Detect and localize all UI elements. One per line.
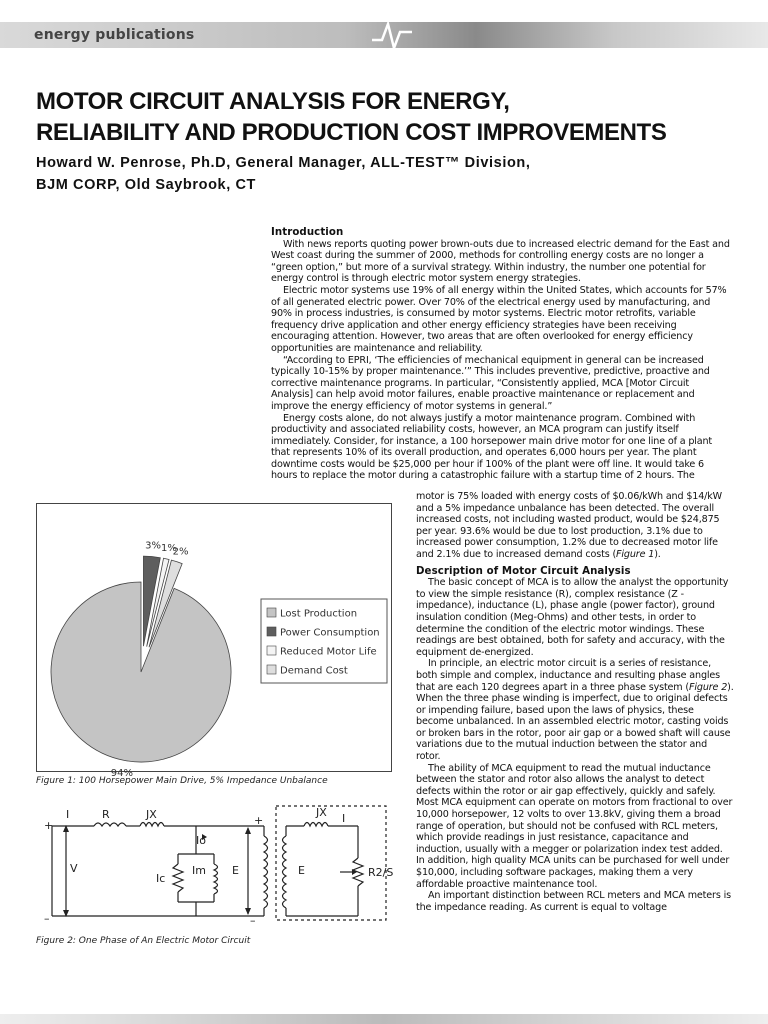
legend-swatch-reduced-motor-life	[267, 646, 276, 655]
minus-mid-label: –	[250, 914, 256, 927]
r2s-label: R2/S	[368, 866, 394, 879]
secondary-winding	[283, 836, 287, 908]
primary-winding	[264, 836, 268, 908]
plus-left-label: +	[44, 819, 54, 832]
legend-swatch-power-consumption	[267, 627, 276, 636]
pie-label-lost-production: 94%	[110, 768, 134, 780]
figure1-caption: Figure 1: 100 Horsepower Main Drive, 5% Impedance Unbalance	[36, 776, 328, 786]
intro-paragraph-3: “According to EPRI, ‘The efficiencies of mechanical equipment in general can be increased typically 10-15% by proper maintenance.’” This includes preventive, predictive, proactive and corrective maintenance programs. In particular, “Consistently applied, MCA [Motor Circuit Analysis] can help avoid motor failures, enable proactive maintenance or replacement and improve the energy efficiency of motor systems in general.”	[271, 354, 710, 412]
description-p2-end: ). When the three phase winding is imperfect, due to original defects or impending failure, based upon the laws of physics, these become unbalanced. In an assembled electric motor, casting voids or broken bars in the rotor, poor air gap or a bowed shaft will cause variations due to the mutual induction between the stator and rotor.	[416, 681, 734, 763]
description-paragraph-3: The ability of MCA equipment to read the mutual inductance between the stator and rotor also allows the analyst to detect defects within the rotor or air gap effectively, quickly and safely. Most MCA equipment can operate on motors from fractional to over 10,000 horsepower, 12 volts to over 13.8kV, giving them a broad range of operation, but should not be confused with RCL meters, which provide readings in just resistance, capacitance and induction, usually with a megger or polarization index test added. In addition, high quality MCA units can be purchased for well under $10,000, including software packages, making them a very affordable proactive maintenance tool.	[416, 762, 733, 890]
io-label: Io	[196, 834, 206, 847]
figure2-caption: Figure 2: One Phase of An Electric Motor Circuit	[36, 936, 251, 946]
inductor-im	[214, 864, 218, 894]
pie-label-reduced-motor-life: 1%	[160, 543, 177, 555]
voltage-v-label: V	[70, 862, 78, 875]
current-i-right-label: I	[342, 812, 346, 825]
intro-heading: Introduction	[271, 227, 344, 238]
description-heading: Description of Motor Circuit Analysis	[416, 565, 631, 577]
figure1-reference: Figure 1	[616, 548, 655, 560]
e-left-label: E	[232, 864, 239, 877]
pie-label-power-consumption: 3%	[145, 540, 161, 552]
ic-label: Ic	[156, 872, 166, 885]
legend-label-power-consumption: Power Consumption	[280, 627, 380, 639]
wave-logo-icon	[372, 18, 412, 52]
resistor-r	[94, 823, 126, 826]
intro-paragraph-1: With news reports quoting power brown-outs due to increased electric demand for the East and West coast during the summer of 2000, methods for controlling energy costs are no longer a “green option,” but more of a survival strategy. Within industry, the number one potential for energy control is through electric motor system energy strategies.	[271, 238, 730, 285]
inductor-jx-left	[140, 823, 164, 827]
e-arrow-head-top	[245, 827, 251, 834]
description-paragraph-1: The basic concept of MCA is to allow the analyst the opportunity to view the simple resistance (R), complex resistance (Z - impedance), inductance (L), phase angle (power factor), ground insulation condition (Meg-Ohms) and other tests, in order to determine the condition of the electric motor windings. These readings are best obtained, both for safety and accuracy, with the equipment de-energized.	[416, 577, 729, 658]
continuation-end: ).	[654, 548, 661, 560]
legend-label-reduced-motor-life: Reduced Motor Life	[280, 646, 377, 658]
rotor-dashed-box	[276, 806, 386, 920]
continuation-text: motor is 75% loaded with energy costs of $0.06/kWh and $14/kW and a 5% impedance unbalance has been detected. The overall increased costs, not including wasted product, would be $24,875 per year. 93.6% would be due to lost production, 3.1% due to increased power consumption, 1.2% due to decreased motor life and 2.1% due to increased demand costs (	[416, 491, 723, 560]
legend-swatch-demand-cost	[267, 665, 276, 674]
legend-label-lost-production: Lost Production	[280, 608, 358, 620]
author-line-2: BJM CORP, Old Saybrook, CT	[36, 177, 256, 193]
figure2-reference: Figure 2	[689, 681, 728, 693]
description-paragraph-4: An important distinction between RCL meters and MCA meters is the impedance reading. As current is equal to voltage	[416, 890, 731, 913]
pie-label-demand-cost: 2%	[172, 546, 189, 558]
jx-right-label: JX	[316, 806, 327, 819]
intro-paragraph-4: Energy costs alone, do not always justify a motor maintenance program. Combined with productivity and associated reliability costs, however, an MCA program can justify itself immediately. Consider, for instance, a 100 horsepower main drive motor for one line of a plant that represents 10% of its overall production, and operates 6,000 hours per year. The plant downtime costs would be $25,000 per hour if 100% of the plant were off line. It would take 6 hours to replace the motor during a catastrophic failure with a startup time of 2 hours. The	[271, 412, 713, 482]
author-block	[36, 152, 736, 196]
figure2-circuit-diagram	[36, 798, 408, 928]
figure1-chart	[36, 503, 392, 780]
title-line-1: MOTOR CIRCUIT ANALYSIS FOR ENERGY,	[36, 88, 510, 115]
resistor-r-label: R	[102, 808, 110, 821]
right-column	[416, 491, 734, 913]
legend-swatch-lost-production	[267, 608, 276, 617]
publication-name: energy publications	[34, 27, 195, 43]
pie-slice-lost-production	[51, 582, 231, 762]
plus-mid-label: +	[254, 814, 264, 827]
intro-paragraph-2: Electric motor systems use 19% of all energy within the United States, which accounts for 57% of all generated electric power. Over 70% of the electrical energy used by manufacturing, and 90% in process industries, is consumed by motor systems. Electric motor retrofits, variable frequency drive application and other energy efficiency strategies have been receiving encouraging attention. However, two areas that are often overlooked for energy efficiency opportunities are maintenance and reliability.	[271, 284, 727, 354]
footer-banner	[0, 1014, 768, 1024]
current-i-left-label: I	[66, 808, 70, 821]
minus-left-label: –	[44, 912, 50, 925]
description-paragraph-2	[416, 658, 734, 762]
description-p2-text: In principle, an electric motor circuit is a series of resistance, both simple and complex, inductance and resulting phase angles that are each 120 degrees apart in a three phase system (	[416, 658, 721, 693]
author-line-1: Howard W. Penrose, Ph.D, General Manager, ALL-TEST™ Division,	[36, 155, 531, 171]
continuation-paragraph	[416, 491, 734, 561]
title-line-2: RELIABILITY AND PRODUCTION COST IMPROVEMENTS	[36, 119, 667, 146]
intro-section	[271, 227, 733, 482]
inductor-jx-right	[304, 823, 328, 827]
e-right-label: E	[298, 864, 305, 877]
im-label: Im	[192, 864, 206, 877]
article-title	[36, 86, 736, 148]
resistor-ic	[173, 864, 183, 892]
pie-chart	[37, 504, 391, 780]
legend-label-demand-cost: Demand Cost	[280, 665, 348, 677]
jx-left-label: JX	[146, 808, 157, 821]
